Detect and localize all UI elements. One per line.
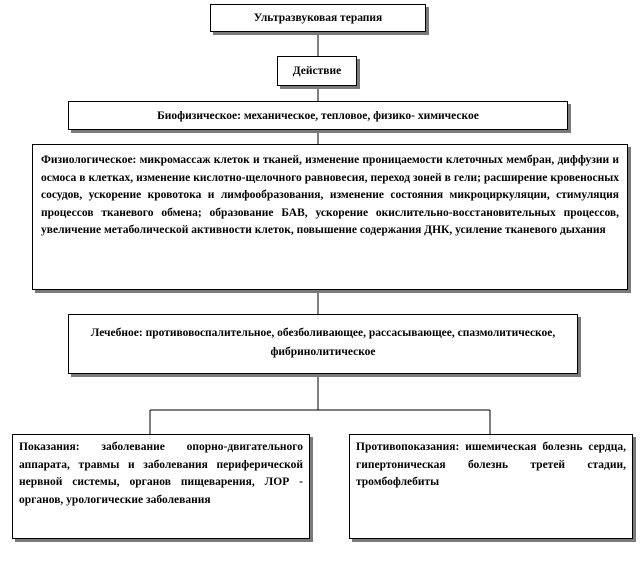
- contraindications-box: [349, 434, 633, 539]
- action-box: [277, 56, 357, 86]
- action-text: Действие: [292, 65, 342, 77]
- title-text: Ультразвуковая терапия: [253, 12, 383, 24]
- contraindications-text: Противопоказания: ишемическая болезнь сердца, гипертоническая болезнь третей стадии, тромбофлебиты: [356, 441, 626, 488]
- indications-box: [12, 434, 310, 539]
- biophysical-box: [68, 101, 568, 130]
- therapeutic-box: [68, 314, 578, 374]
- physiological-box: [32, 144, 628, 290]
- biophysical-text: Биофизическое: механическое, тепловое, физико- химическое: [157, 109, 479, 122]
- therapeutic-text: Лечебное: противовоспалительное, обезболивающее, рассасывающее, спазмолитическое, фибринолитическое: [90, 327, 556, 358]
- title-box: [210, 4, 426, 32]
- indications-text: Показания: заболевание опорно-двигательного аппарата, травмы и заболевания периферической нервной системы, органов пищеварения, ЛОР - органов, урологические заболевания: [19, 441, 303, 506]
- physiological-text: Физиологическое: микромассаж клеток и тканей, изменение проницаемости клеточных мембран, диффузии и осмоса в клетках, изменение кислотно-щелочного равновесия, переход зоней в гели; расширение кровеносных сосудов, ускорение кровотока и лимфообразования, изменение состояния микроциркуляции, стимуляция процессов тканевого обмена; образование БАВ, ускорение окислительно-восстановительных процессов, увеличение метаболической активности клеток, повышение содержания ДНК, усиление тканевого дыхания: [41, 154, 619, 236]
